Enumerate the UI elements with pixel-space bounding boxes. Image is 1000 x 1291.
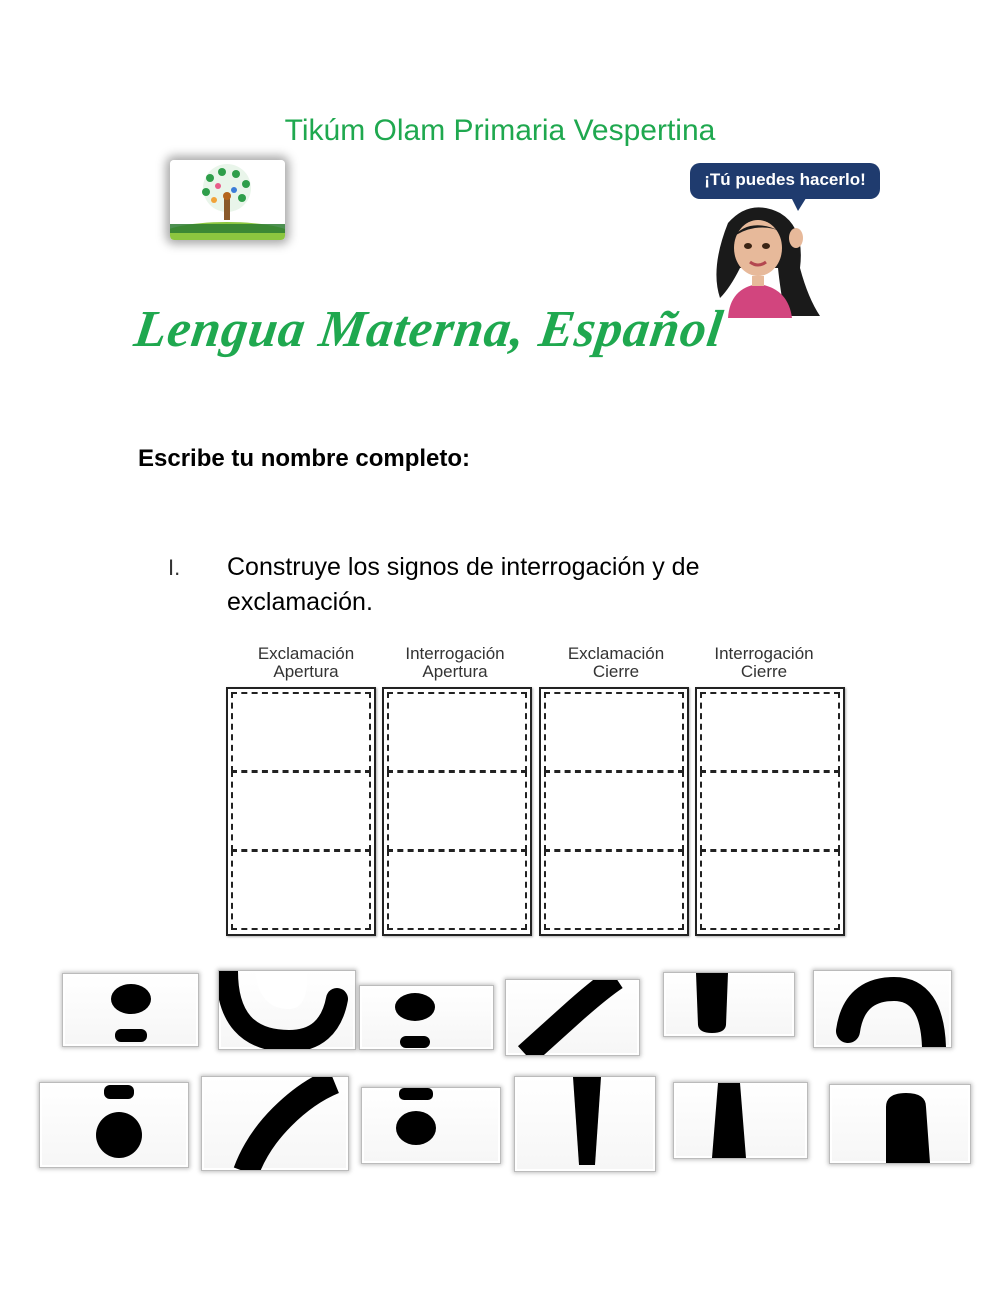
drop-slot[interactable] xyxy=(387,850,527,930)
dot-over-bar-icon xyxy=(63,974,198,1046)
column-header-exclamation-close xyxy=(541,645,691,681)
bar-top-icon xyxy=(664,973,794,1036)
column-header-question-open xyxy=(380,645,530,681)
piece-small-bar-over-dot[interactable] xyxy=(361,1087,501,1164)
speech-bubble: ¡Tú puedes hacerlo! xyxy=(690,163,880,199)
school-logo xyxy=(170,160,285,240)
piece-small-bar-over-dot[interactable] xyxy=(39,1082,189,1168)
column-header-line2: Cierre xyxy=(740,662,788,681)
column-header-line2: Apertura xyxy=(273,662,339,681)
drop-column-question-close xyxy=(695,687,845,936)
instruction-text: Construye los signos de interrogación y de exclamación. xyxy=(227,553,700,616)
tapered-bar-icon xyxy=(674,1083,807,1158)
bar-over-dot-icon xyxy=(40,1083,188,1167)
column-header-line1: Interrogación xyxy=(714,644,814,663)
column-header-line1: Exclamación xyxy=(567,644,665,663)
drop-slot[interactable] xyxy=(700,850,840,930)
tapered-bar-icon xyxy=(515,1077,655,1171)
drop-slot[interactable] xyxy=(700,771,840,851)
piece-bar-bottom-rounded[interactable] xyxy=(829,1084,971,1164)
slash-curve-icon xyxy=(202,1077,348,1170)
drop-column-exclamation-open xyxy=(226,687,376,936)
dot-over-bar-icon xyxy=(360,986,493,1049)
drop-slot[interactable] xyxy=(231,850,371,930)
bar-bottom-rounded-icon xyxy=(830,1085,970,1163)
curve-top-icon xyxy=(814,971,951,1047)
piece-tapered-bar[interactable] xyxy=(514,1076,656,1172)
bar-over-dot-icon xyxy=(362,1088,500,1163)
subject-title: Lengua Materna, Español xyxy=(130,301,727,358)
piece-dot-over-small-bar[interactable] xyxy=(359,985,494,1050)
piece-curve-top[interactable] xyxy=(813,970,952,1048)
slash-curve-icon xyxy=(506,980,639,1055)
column-header-line1: Interrogación xyxy=(405,644,505,663)
piece-slash-curve[interactable] xyxy=(201,1076,349,1171)
drop-slot[interactable] xyxy=(387,692,527,772)
drop-slot[interactable] xyxy=(544,850,684,930)
drop-slot[interactable] xyxy=(231,771,371,851)
school-title: Tikúm Olam Primaria Vespertina xyxy=(284,114,716,147)
column-header-exclamation-open xyxy=(231,645,381,681)
curve-bottom-icon xyxy=(219,971,355,1049)
drop-slot[interactable] xyxy=(544,771,684,851)
drop-slot[interactable] xyxy=(544,692,684,772)
drop-slot[interactable] xyxy=(231,692,371,772)
piece-bar-top[interactable] xyxy=(663,972,795,1037)
column-header-line2: Cierre xyxy=(592,662,640,681)
drop-slot[interactable] xyxy=(387,771,527,851)
column-header-line1: Exclamación xyxy=(257,644,355,663)
piece-curve-bottom[interactable] xyxy=(218,970,356,1050)
drop-column-exclamation-close xyxy=(539,687,689,936)
piece-tapered-bar[interactable] xyxy=(673,1082,808,1159)
column-header-line2: Apertura xyxy=(422,662,488,681)
drop-column-question-open xyxy=(382,687,532,936)
piece-slash-curve[interactable] xyxy=(505,979,640,1056)
name-field-label: Escribe tu nombre completo: xyxy=(138,445,471,472)
instruction-number: I. xyxy=(168,555,181,580)
drop-slot[interactable] xyxy=(700,692,840,772)
piece-dot-over-small-bar[interactable] xyxy=(62,973,199,1047)
column-header-question-close xyxy=(689,645,839,681)
